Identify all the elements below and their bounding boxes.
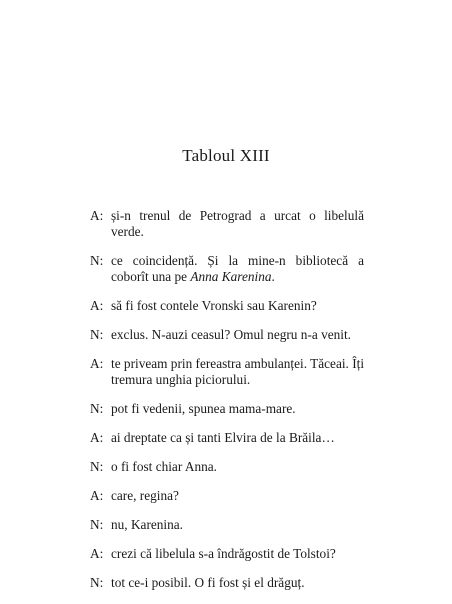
dialogue-line [90,430,364,446]
speaker-label: N: [90,459,104,474]
dialogue-text: pot fi vedenii, spunea mama-mare. [111,401,296,416]
dialogue-line [90,401,364,417]
dialogue-line [90,459,364,475]
dialogue-line [90,298,364,314]
speaker-label: N: [90,327,104,342]
book-title-italic: Anna Karenina [190,269,272,284]
dialogue-text: exclus. N-auzi ceasul? Omul negru n-a venit. [111,327,351,342]
dialogue-text: să fi fost contele Vronski sau Karenin? [111,298,317,313]
dialogue-line [90,488,364,504]
speaker-label: A: [90,356,104,371]
dialogue-line [90,517,364,533]
dialogue-line [90,356,364,388]
dialogue-text: o fi fost chiar Anna. [111,459,217,474]
speaker-label: N: [90,401,104,416]
dialogue-line [90,253,364,285]
speaker-label: A: [90,208,104,223]
dialogue-text: te priveam prin fereastra ambulanței. Tăceai. Îți tremura unghia piciorului. [111,356,365,387]
dialogue-line [90,208,364,240]
dialogue-text: ai dreptate ca și tanti Elvira de la Brăila… [111,430,335,445]
dialogue-text: tot ce-i posibil. O fi fost și el drăguț. [111,575,305,590]
dialogue-text: care, regina? [111,488,179,503]
dialogue-text: crezi că libelula s-a îndrăgostit de Tolstoi? [111,546,336,561]
dialogue-list [90,208,364,604]
page-title: Tabloul XIII [182,146,270,165]
dialogue-text: și-n trenul de Petrograd a urcat o libelulă verde. [111,208,364,239]
speaker-label: N: [90,575,104,590]
dialogue-line [90,575,364,591]
speaker-label: N: [90,253,104,268]
speaker-label: A: [90,546,104,561]
dialogue-text [111,253,364,285]
dialogue-text: nu, Karenina. [111,517,183,532]
speaker-label: A: [90,488,104,503]
dialogue-line [90,327,364,343]
speaker-label: N: [90,517,104,532]
dialogue-line [90,546,364,562]
dialogue-text-part: . [271,269,275,284]
speaker-label: A: [90,298,104,313]
speaker-label: A: [90,430,104,445]
dialogue-text-part: ce coincidență. Și la mine-n bibliotecă a coborît una pe [111,253,364,284]
